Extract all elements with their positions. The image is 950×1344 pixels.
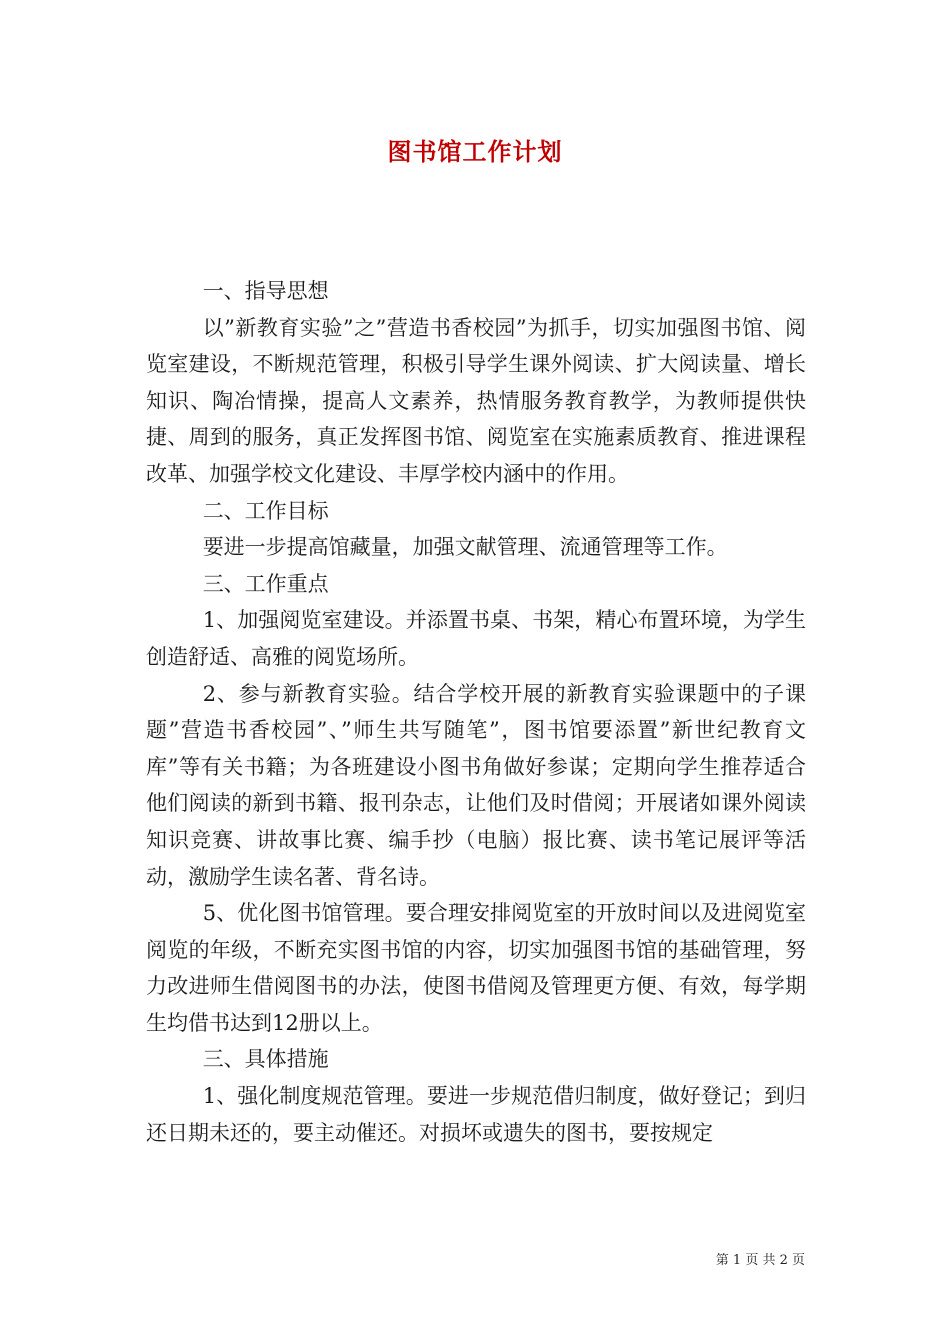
heading-specific-measures: 三、具体措施: [202, 1047, 329, 1072]
document-body: [146, 273, 806, 1151]
paragraph-work-goals: 要进一步提高馆藏量，加强文献管理、流通管理等工作。: [202, 535, 728, 560]
paragraph-guiding-thought: 以”新教育实验”之”营造书香校园”为抓手，切实加强图书馆、阅览室建设，不断规范管理，积极引导学生课外阅读、扩大阅读量、增长知识、陶冶情操，提高人文素养，热情服务教育教学，为教师提供快捷、周到的服务，真正发挥图书馆、阅览室在实施素质教育、推进课程改革、加强学校文化建设、丰厚学校内涵中的作用。: [146, 315, 806, 486]
page-indicator: 第 1 页 共 2 页: [715, 1253, 805, 1268]
heading-work-focus: 三、工作重点: [202, 571, 329, 596]
paragraph-focus-2: 2、参与新教育实验。结合学校开展的新教育实验课题中的子课题”营造书香校园”、”师生共写随笔”，图书馆要添置”新世纪教育文库”等有关书籍；为各班建设小图书角做好参谋；定期向学生推荐适合他们阅读的新到书籍、报刊杂志，让他们及时借阅；开展诸如课外阅读知识竞赛、讲故事比赛、编手抄（电脑）报比赛、读书笔记展评等活动，激励学生读名著、背名诗。: [146, 681, 806, 889]
heading-work-goals: 二、工作目标: [202, 498, 329, 523]
paragraph-focus-1: 1、加强阅览室建设。并添置书桌、书架，精心布置环境，为学生创造舒适、高雅的阅览场所。: [146, 608, 806, 669]
paragraph-measure-1: 1、强化制度规范管理。要进一步规范借归制度，做好登记；到归还日期未还的，要主动催还。对损坏或遗失的图书，要按规定: [146, 1084, 806, 1145]
paragraph-focus-5: 5、优化图书馆管理。要合理安排阅览室的开放时间以及进阅览室阅览的年级，不断充实图书馆的内容，切实加强图书馆的基础管理，努力改进师生借阅图书的办法，使图书借阅及管理更方便、有效，每学期生均借书达到12册以上。: [146, 901, 806, 1035]
document-title: 图书馆工作计划: [387, 137, 563, 166]
heading-guiding-thought: 一、指导思想: [202, 279, 329, 303]
